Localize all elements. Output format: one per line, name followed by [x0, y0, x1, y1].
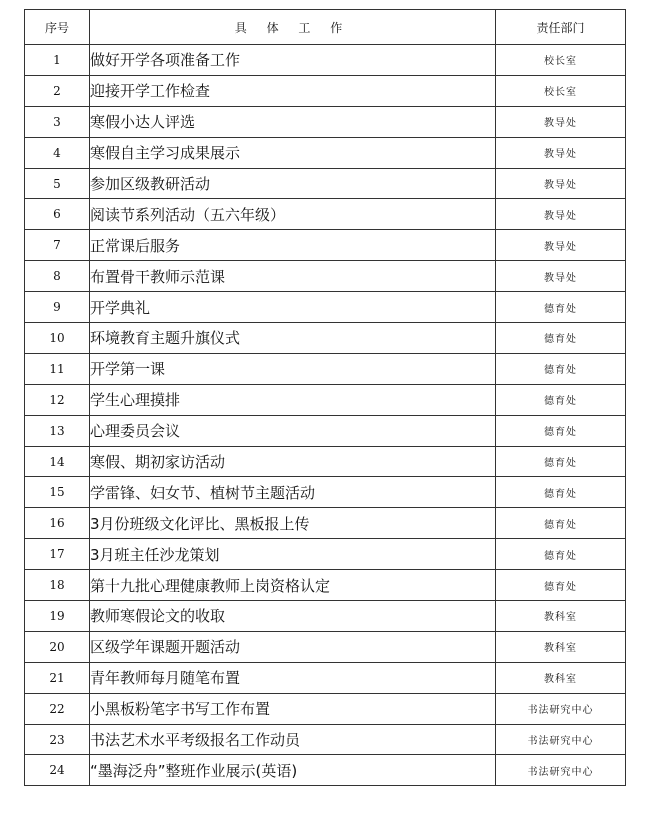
row-serial-number: 6 — [25, 199, 90, 230]
row-task: “墨海泛舟”整班作业展示(英语) — [90, 755, 496, 786]
table-row — [25, 631, 626, 662]
row-serial-number: 19 — [25, 601, 90, 632]
table-row — [25, 45, 626, 76]
row-serial-number: 21 — [25, 662, 90, 693]
row-department: 德育处 — [496, 292, 626, 323]
table-row — [25, 323, 626, 354]
row-task: 寒假自主学习成果展示 — [90, 137, 496, 168]
table-row — [25, 292, 626, 323]
row-department: 德育处 — [496, 539, 626, 570]
table-row — [25, 199, 626, 230]
header-serial-number: 序号 — [25, 10, 90, 45]
row-task: 寒假、期初家访活动 — [90, 446, 496, 477]
row-task: 心理委员会议 — [90, 415, 496, 446]
row-task: 学雷锋、妇女节、植树节主题活动 — [90, 477, 496, 508]
header-responsible-department: 责任部门 — [496, 10, 626, 45]
row-task: 青年教师每月随笔布置 — [90, 662, 496, 693]
table-row — [25, 724, 626, 755]
row-task: 教师寒假论文的收取 — [90, 601, 496, 632]
row-department: 校长室 — [496, 45, 626, 76]
row-department: 德育处 — [496, 415, 626, 446]
row-department: 德育处 — [496, 477, 626, 508]
row-department: 德育处 — [496, 508, 626, 539]
row-department: 书法研究中心 — [496, 755, 626, 786]
row-department: 教导处 — [496, 261, 626, 292]
row-serial-number: 5 — [25, 168, 90, 199]
row-task: 寒假小达人评选 — [90, 106, 496, 137]
row-serial-number: 22 — [25, 693, 90, 724]
row-department: 教科室 — [496, 662, 626, 693]
row-department: 校长室 — [496, 75, 626, 106]
table-row — [25, 230, 626, 261]
table-row — [25, 106, 626, 137]
table-row — [25, 693, 626, 724]
row-department: 德育处 — [496, 353, 626, 384]
row-department: 德育处 — [496, 323, 626, 354]
table-row — [25, 662, 626, 693]
row-department: 教导处 — [496, 230, 626, 261]
row-department: 教科室 — [496, 601, 626, 632]
table-row — [25, 75, 626, 106]
row-task: 3月份班级文化评比、黑板报上传 — [90, 508, 496, 539]
row-task: 布置骨干教师示范课 — [90, 261, 496, 292]
row-task: 小黑板粉笔字书写工作布置 — [90, 693, 496, 724]
row-serial-number: 4 — [25, 137, 90, 168]
row-serial-number: 8 — [25, 261, 90, 292]
row-department: 德育处 — [496, 570, 626, 601]
row-serial-number: 1 — [25, 45, 90, 76]
table-row — [25, 168, 626, 199]
row-serial-number: 20 — [25, 631, 90, 662]
row-department: 教科室 — [496, 631, 626, 662]
row-serial-number: 2 — [25, 75, 90, 106]
row-department: 书法研究中心 — [496, 724, 626, 755]
row-serial-number: 17 — [25, 539, 90, 570]
table-row — [25, 477, 626, 508]
work-schedule-table — [24, 9, 626, 786]
row-task: 正常课后服务 — [90, 230, 496, 261]
row-serial-number: 15 — [25, 477, 90, 508]
row-department: 教导处 — [496, 106, 626, 137]
row-serial-number: 14 — [25, 446, 90, 477]
row-serial-number: 24 — [25, 755, 90, 786]
row-task: 学生心理摸排 — [90, 384, 496, 415]
row-department: 德育处 — [496, 446, 626, 477]
row-task: 做好开学各项准备工作 — [90, 45, 496, 76]
table-row — [25, 755, 626, 786]
row-task: 参加区级教研活动 — [90, 168, 496, 199]
row-serial-number: 16 — [25, 508, 90, 539]
row-serial-number: 11 — [25, 353, 90, 384]
table-row — [25, 415, 626, 446]
table-row — [25, 353, 626, 384]
table-row — [25, 570, 626, 601]
row-task: 区级学年课题开题活动 — [90, 631, 496, 662]
row-department: 书法研究中心 — [496, 693, 626, 724]
row-serial-number: 18 — [25, 570, 90, 601]
row-task: 3月班主任沙龙策划 — [90, 539, 496, 570]
row-serial-number: 3 — [25, 106, 90, 137]
table-row — [25, 261, 626, 292]
row-department: 教导处 — [496, 168, 626, 199]
table-row — [25, 508, 626, 539]
row-task: 迎接开学工作检查 — [90, 75, 496, 106]
row-department: 教导处 — [496, 137, 626, 168]
row-serial-number: 13 — [25, 415, 90, 446]
row-task: 开学第一课 — [90, 353, 496, 384]
row-serial-number: 23 — [25, 724, 90, 755]
table-row — [25, 446, 626, 477]
row-task: 第十九批心理健康教师上岗资格认定 — [90, 570, 496, 601]
table-row — [25, 137, 626, 168]
table-row — [25, 601, 626, 632]
row-department: 德育处 — [496, 384, 626, 415]
table-header-row — [25, 10, 626, 45]
row-serial-number: 9 — [25, 292, 90, 323]
row-serial-number: 12 — [25, 384, 90, 415]
header-specific-work: 具 体 工 作 — [90, 10, 496, 45]
row-serial-number: 7 — [25, 230, 90, 261]
row-department: 教导处 — [496, 199, 626, 230]
table-row — [25, 539, 626, 570]
row-task: 书法艺术水平考级报名工作动员 — [90, 724, 496, 755]
row-task: 阅读节系列活动（五六年级） — [90, 199, 496, 230]
row-task: 开学典礼 — [90, 292, 496, 323]
table-row — [25, 384, 626, 415]
row-task: 环境教育主题升旗仪式 — [90, 323, 496, 354]
row-serial-number: 10 — [25, 323, 90, 354]
